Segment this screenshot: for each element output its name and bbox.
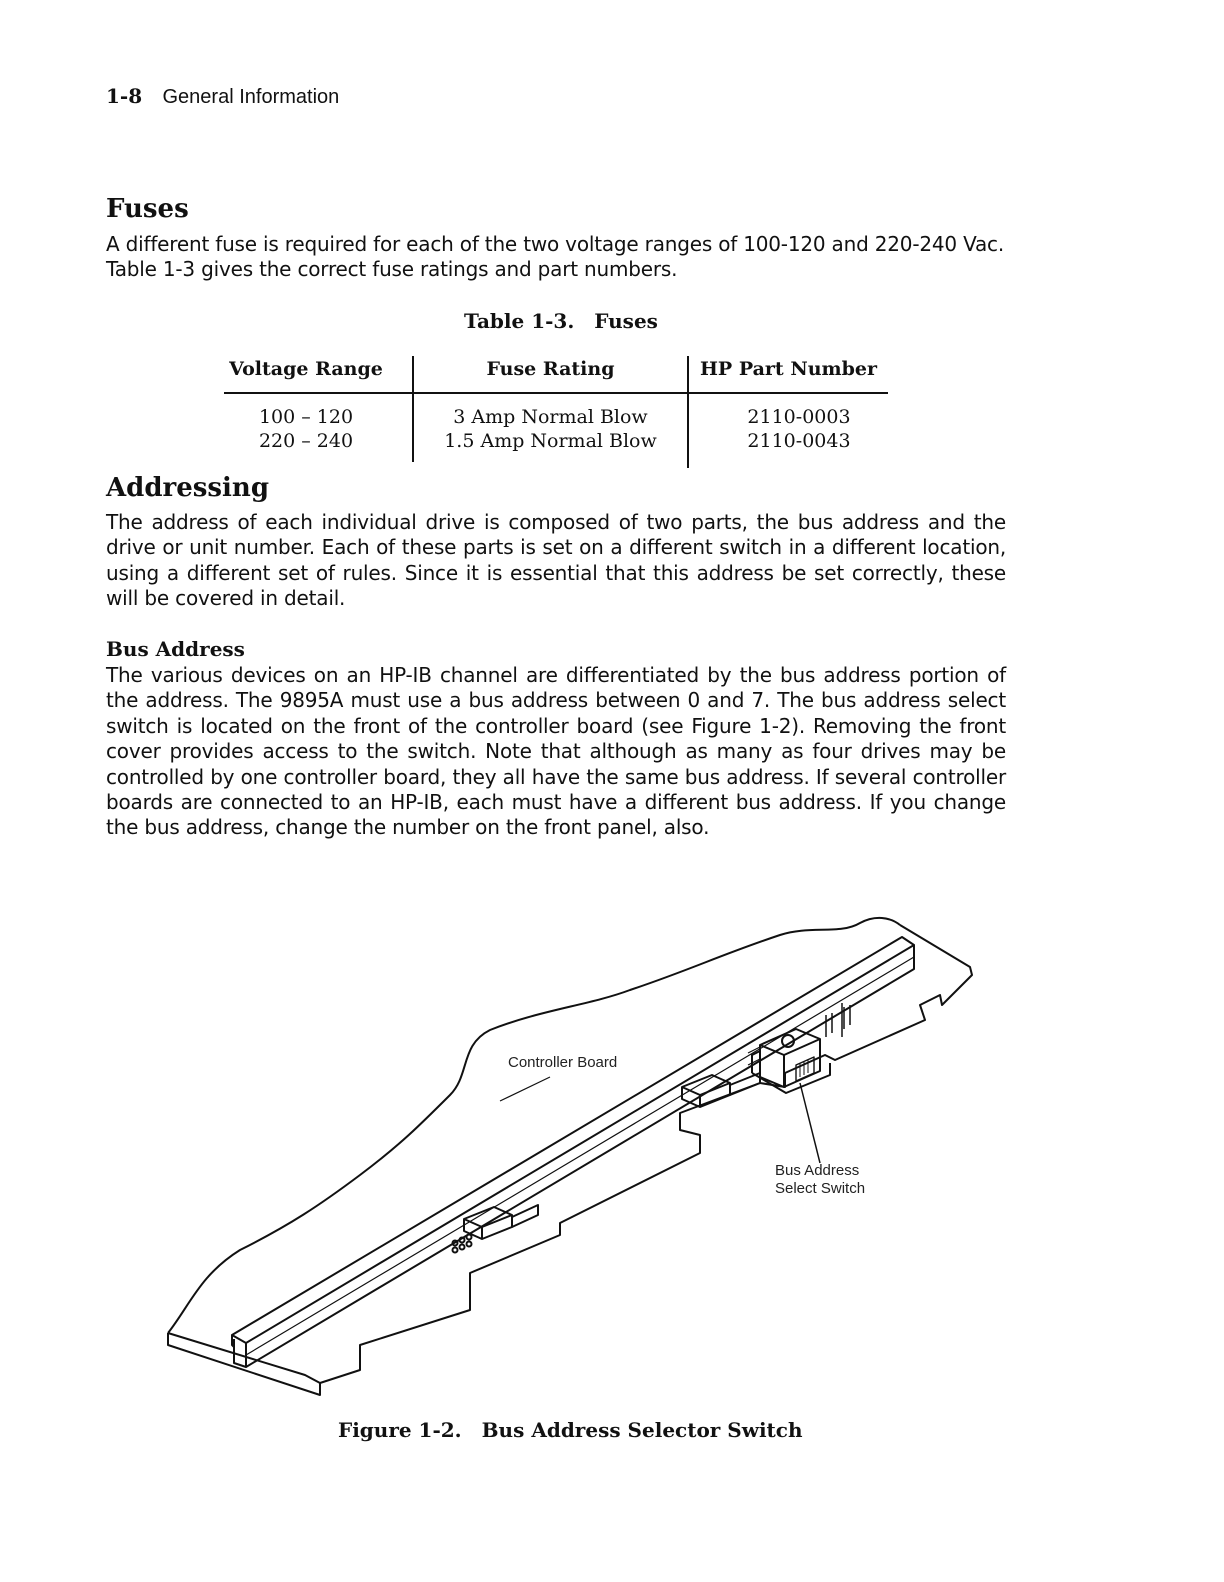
controller-board-illustration xyxy=(160,905,980,1405)
page-number: 1-8 xyxy=(106,84,143,108)
table-cell-part-2: 2110-0043 xyxy=(747,430,851,452)
fuses-heading: Fuses xyxy=(106,194,189,224)
table-caption-number: Table 1-3. xyxy=(464,309,575,333)
table-header-fuse-rating: Fuse Rating xyxy=(486,358,615,380)
table-cell-part-1: 2110-0003 xyxy=(747,406,851,428)
table-cell-voltage-1: 100 – 120 xyxy=(258,406,354,428)
board-cutaway-edge xyxy=(168,918,900,1333)
label-select-switch: Select Switch xyxy=(775,1180,866,1197)
table-header-part-number: HP Part Number xyxy=(699,358,877,380)
label-controller-board: Controller Board xyxy=(508,1054,618,1071)
addressing-heading: Addressing xyxy=(106,473,270,503)
table-caption xyxy=(464,309,658,333)
fuse-table xyxy=(224,352,888,472)
running-header xyxy=(106,84,339,109)
figure-caption-number: Figure 1-2. xyxy=(338,1418,462,1442)
table-cell-rating-1: 3 Amp Normal Blow xyxy=(453,406,648,428)
board-long-connector xyxy=(232,937,914,1343)
figure-controller-board xyxy=(160,905,980,1405)
table-header-voltage: Voltage Range xyxy=(229,358,383,380)
board-outline xyxy=(168,925,972,1395)
table-cell-voltage-2: 220 – 240 xyxy=(258,430,354,452)
figure-caption-title: Bus Address Selector Switch xyxy=(481,1418,803,1442)
addressing-paragraph: The address of each individual drive is composed of two parts, the bus address and the drive or unit number. Each of these parts is set on a different switch in a different location, using a different set of rules. Since it is essential that this address be set correctly, these will be covered in detail. xyxy=(106,510,1006,611)
switch-leader-line xyxy=(800,1083,820,1163)
label-bus-address: Bus Address xyxy=(775,1162,860,1179)
running-section-title: General Information xyxy=(162,86,340,108)
bus-address-heading: Bus Address xyxy=(106,637,245,661)
fuses-paragraph: A different fuse is required for each of the two voltage ranges of 100-120 and 220-240 Vac. Table 1-3 gives the correct fuse ratings and part numbers. xyxy=(106,232,1005,282)
table-cell-rating-2: 1.5 Amp Normal Blow xyxy=(444,430,657,452)
table-header-rule xyxy=(224,392,888,394)
figure-caption xyxy=(338,1418,803,1442)
bus-address-paragraph: The various devices on an HP-IB channel are differentiated by the bus address portion of the address. The 9895A must use a bus address between 0 and 7. The bus address select switch is located on the front of the controller board (see Figure 1-2). Removing the front cover provides access to the switch. Note that although as many as four drives may be controlled by one controller board, they all have the same bus address. If several controller boards are connected to an HP-IB, each must have a different bus address. If you change the bus address, change the number on the front panel, also. xyxy=(106,663,1006,840)
table-caption-title: Fuses xyxy=(594,309,658,333)
